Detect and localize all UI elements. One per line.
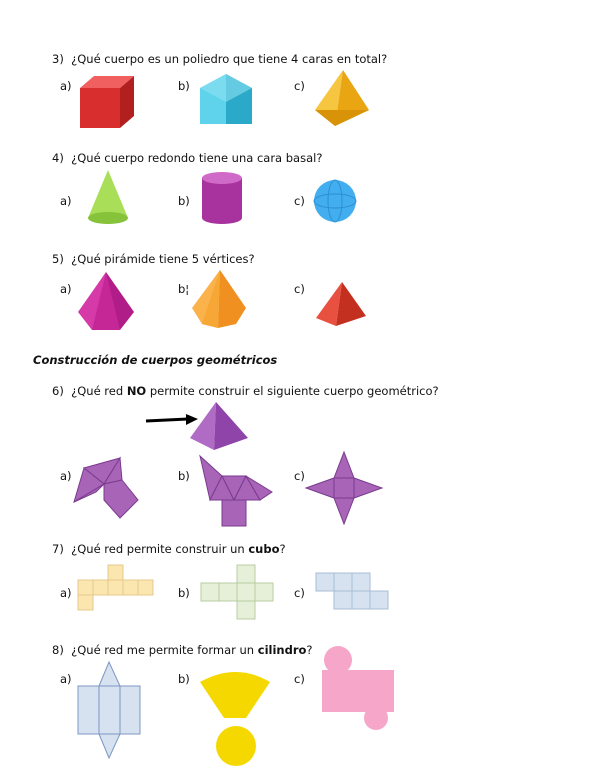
triangular-prism-figure [200, 74, 256, 126]
q6-option-a[interactable]: a) [60, 469, 72, 483]
q4-option-c[interactable]: c) [294, 194, 305, 208]
cylinder-net-b-figure [200, 668, 272, 772]
q8-option-b[interactable]: b) [178, 672, 190, 686]
q3-option-c[interactable]: c) [294, 79, 305, 93]
question-4: 4) ¿Qué cuerpo redondo tiene una cara basal? [52, 151, 323, 165]
cylinder-figure [202, 172, 244, 224]
square-pyramid-figure [316, 282, 368, 328]
q5-option-c[interactable]: c) [294, 282, 305, 296]
q5-option-b[interactable]: b¦ [178, 282, 190, 296]
section-title: Construcción de cuerpos geométricos [33, 353, 278, 367]
q4-option-a[interactable]: a) [60, 194, 72, 208]
question-5: 5) ¿Qué pirámide tiene 5 vértices? [52, 252, 255, 266]
q7-option-c[interactable]: c) [294, 586, 305, 600]
cylinder-net-c-figure [322, 646, 396, 732]
q4-option-b[interactable]: b) [178, 194, 190, 208]
hexagonal-pyramid-figure [192, 270, 248, 330]
tetrahedron-figure [315, 70, 371, 128]
cylinder-net-a-figure [78, 662, 142, 768]
q3-option-b[interactable]: b) [178, 79, 190, 93]
cube-figure [80, 76, 136, 128]
q3-option-a[interactable]: a) [60, 79, 72, 93]
q7-option-b[interactable]: b) [178, 586, 190, 600]
cube-net-a-figure [78, 565, 158, 613]
pentagonal-pyramid-figure [78, 272, 134, 332]
question-6: 6) ¿Qué red NO permite construir el siguiente cuerpo geométrico? [52, 384, 439, 398]
question-3: 3) ¿Qué cuerpo es un poliedro que tiene 4 caras en total? [52, 52, 388, 66]
net-b-figure [200, 456, 272, 528]
cone-figure [88, 170, 132, 226]
square-pyramid-target-figure [190, 402, 250, 452]
q6-option-c[interactable]: c) [294, 469, 305, 483]
q5-option-a[interactable]: a) [60, 282, 72, 296]
q8-option-c[interactable]: c) [294, 672, 305, 686]
question-7: 7) ¿Qué red permite construir un cubo? [52, 542, 286, 556]
cube-net-b-figure [201, 565, 281, 619]
q6-option-b[interactable]: b) [178, 469, 190, 483]
net-c-figure [306, 452, 382, 524]
sphere-figure [314, 180, 358, 224]
question-8: 8) ¿Qué red me permite formar un cilindro? [52, 643, 313, 657]
net-a-figure [74, 456, 144, 520]
q7-option-a[interactable]: a) [60, 586, 72, 600]
q8-option-a[interactable]: a) [60, 672, 72, 686]
cube-net-c-figure [316, 573, 392, 613]
